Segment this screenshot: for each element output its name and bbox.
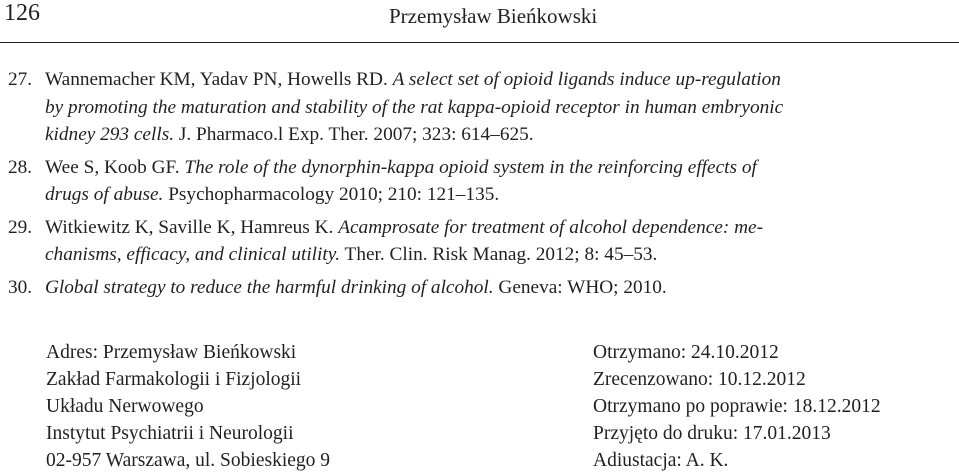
reference-title: by promoting the maturation and stability of the rat kappa-opioid receptor in human embryonic <box>45 96 784 118</box>
reference-number: 30. <box>8 276 33 298</box>
reference-title: The role of the dynorphin-kappa opioid system in the reinforcing effects of <box>184 156 757 178</box>
reference-title: drugs of abuse. <box>45 184 164 205</box>
editorial-dates <box>593 339 881 474</box>
address-line: Adres: Przemysław Bieńkowski <box>46 342 297 363</box>
reference-27 <box>8 66 956 149</box>
reference-28 <box>8 154 956 209</box>
reference-30 <box>8 274 956 302</box>
reference-source: Psychopharmacology 2010; 210: 121–135. <box>168 184 500 205</box>
correspondence-address <box>46 339 330 474</box>
accepted-date: Przyjęto do druku: 17.01.2013 <box>593 423 831 444</box>
page-number: 126 <box>4 0 40 26</box>
address-line: Układu Nerwowego <box>46 396 204 417</box>
reference-title: kidney 293 cells. <box>45 124 175 145</box>
reference-title: Acamprosate for treatment of alcohol dependence: me- <box>338 216 763 238</box>
address-line: 02-957 Warszawa, ul. Sobieskiego 9 <box>46 450 331 471</box>
reference-list <box>8 66 956 306</box>
received-date: Otrzymano: 24.10.2012 <box>593 342 779 363</box>
reviewed-date: Zrecenzowano: 10.12.2012 <box>593 369 806 390</box>
reference-number: 28. <box>8 156 33 178</box>
reference-source: Geneva: WHO; 2010. <box>498 276 667 298</box>
reference-source: J. Pharmaco.l Exp. Ther. 2007; 323: 614–625. <box>178 124 534 145</box>
reference-authors: Witkiewitz K, Saville K, Hamreus K. <box>45 216 334 238</box>
revised-date: Otrzymano po poprawie: 18.12.2012 <box>593 396 881 417</box>
running-head-author: Przemysław Bieńkowski <box>389 4 598 28</box>
reference-authors: Wee S, Koob GF. <box>45 156 180 178</box>
reference-number: 29. <box>8 216 33 238</box>
reference-number: 27. <box>8 69 33 90</box>
copy-editor: Adiustacja: A. K. <box>593 450 729 471</box>
reference-authors: Wannemacher KM, Yadav PN, Howells RD. <box>45 69 388 90</box>
header-rule <box>0 42 959 43</box>
reference-29 <box>8 214 956 269</box>
reference-title: Global strategy to reduce the harmful drinking of alcohol. <box>45 276 494 298</box>
reference-title: chanisms, efficacy, and clinical utility. <box>45 244 341 265</box>
reference-source: Ther. Clin. Risk Manag. 2012; 8: 45–53. <box>344 244 658 265</box>
address-line: Instytut Psychiatrii i Neurologii <box>46 423 294 444</box>
reference-title: A select set of opioid ligands induce up-regulation <box>392 69 781 90</box>
address-line: Zakład Farmakologii i Fizjologii <box>46 369 302 390</box>
